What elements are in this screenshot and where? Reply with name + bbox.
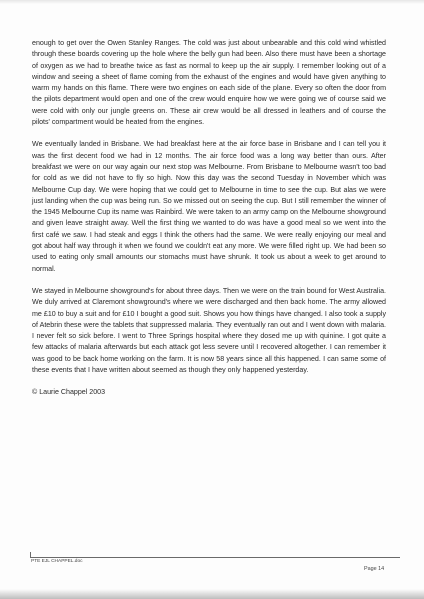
scan-shadow-bottom xyxy=(0,589,424,599)
paragraph-owen-stanley-flight: enough to get over the Owen Stanley Ranges. The cold was just about unbearable and this cold wind whistled through these boards covering up the hole where the belly gun had been. Also there must have been a shortage of oxygen as we had to breathe twice as fast as normal to keep up the air supply. I remember looking out of a window and seeing a sheet of flame coming from the exhaust of the engines and would have given anything to warm my hands on this flame. There were two engines on each side of the plane. Every so often the door from the pilots department would open and one of the crew would enquire how we were going we of course said we were cold with only our jungle greens on. These air crew would be all dressed in leathers and of course the pilots' compartment would be heated from the engines. xyxy=(32,39,386,127)
footer-divider xyxy=(30,557,400,558)
paragraph-west-australia-return: We stayed in Melbourne showground's for about three days. Then we were on the train bound for West Australia. We duly arrived at Claremont showground's where we were discharged and then back home. The army allowed me £10 to buy a suit and for £10 I bought a good suit. Shows you how things have changed. I also took a supply of Atebrin these were the tablets that suppressed malaria. They eventually ran out and I went down with malaria. I never felt so sick before. I went to Three Springs hospital where they dosed me up with quinine. I got quite a few attacks of malaria afterwards but each attack got less severe until I recovered altogether. I can remember it was good to be back home working on the farm. It is now 58 years since all this happened. I can same some of these events that I have written about seemed as though they only happened yesterday. xyxy=(32,286,386,375)
copyright-line: © Laurie Chappel 2003 xyxy=(32,388,106,397)
paragraph-brisbane-melbourne: We eventually landed in Brisbane. We had breakfast here at the air force base in Brisbane and I can tell you it was the first decent food we had in 12 months. The air force food was a long way better than ours. After breakfast we were on our way again our next stop was Melbourne. From Brisbane to Melbourne wasn't too bad for cold as we did not have to fly so high. Now this day was the second Tuesday in November which was Melbourne Cup day. We were hoping that we could get to Melbourne in time to see the cup. But alas we were just landing when the cup was being run. So we missed out on seeing the cup. But I still remember the winner of the 1945 Melbourne Cup its name was Rainbird. We were taken to an army camp on the Melbourne showground and given leave straight away. Well the first thing we wanted to do was have a good meal so we went into the first café we saw. I had steak and eggs I think the others had the same. We were really enjoying our meal and got about half way through it when we found we couldn't eat any more. We were filled right up. We had been so used to eating only small amounts our stomachs must have shrunk. It took us about a week to get around to normal. xyxy=(32,140,386,273)
scan-shadow-top xyxy=(0,0,424,4)
footer-filename: PTE EJL CHAPPEL.doc xyxy=(31,559,83,564)
page-number: Page 14 xyxy=(364,566,385,572)
document-body xyxy=(32,38,386,410)
